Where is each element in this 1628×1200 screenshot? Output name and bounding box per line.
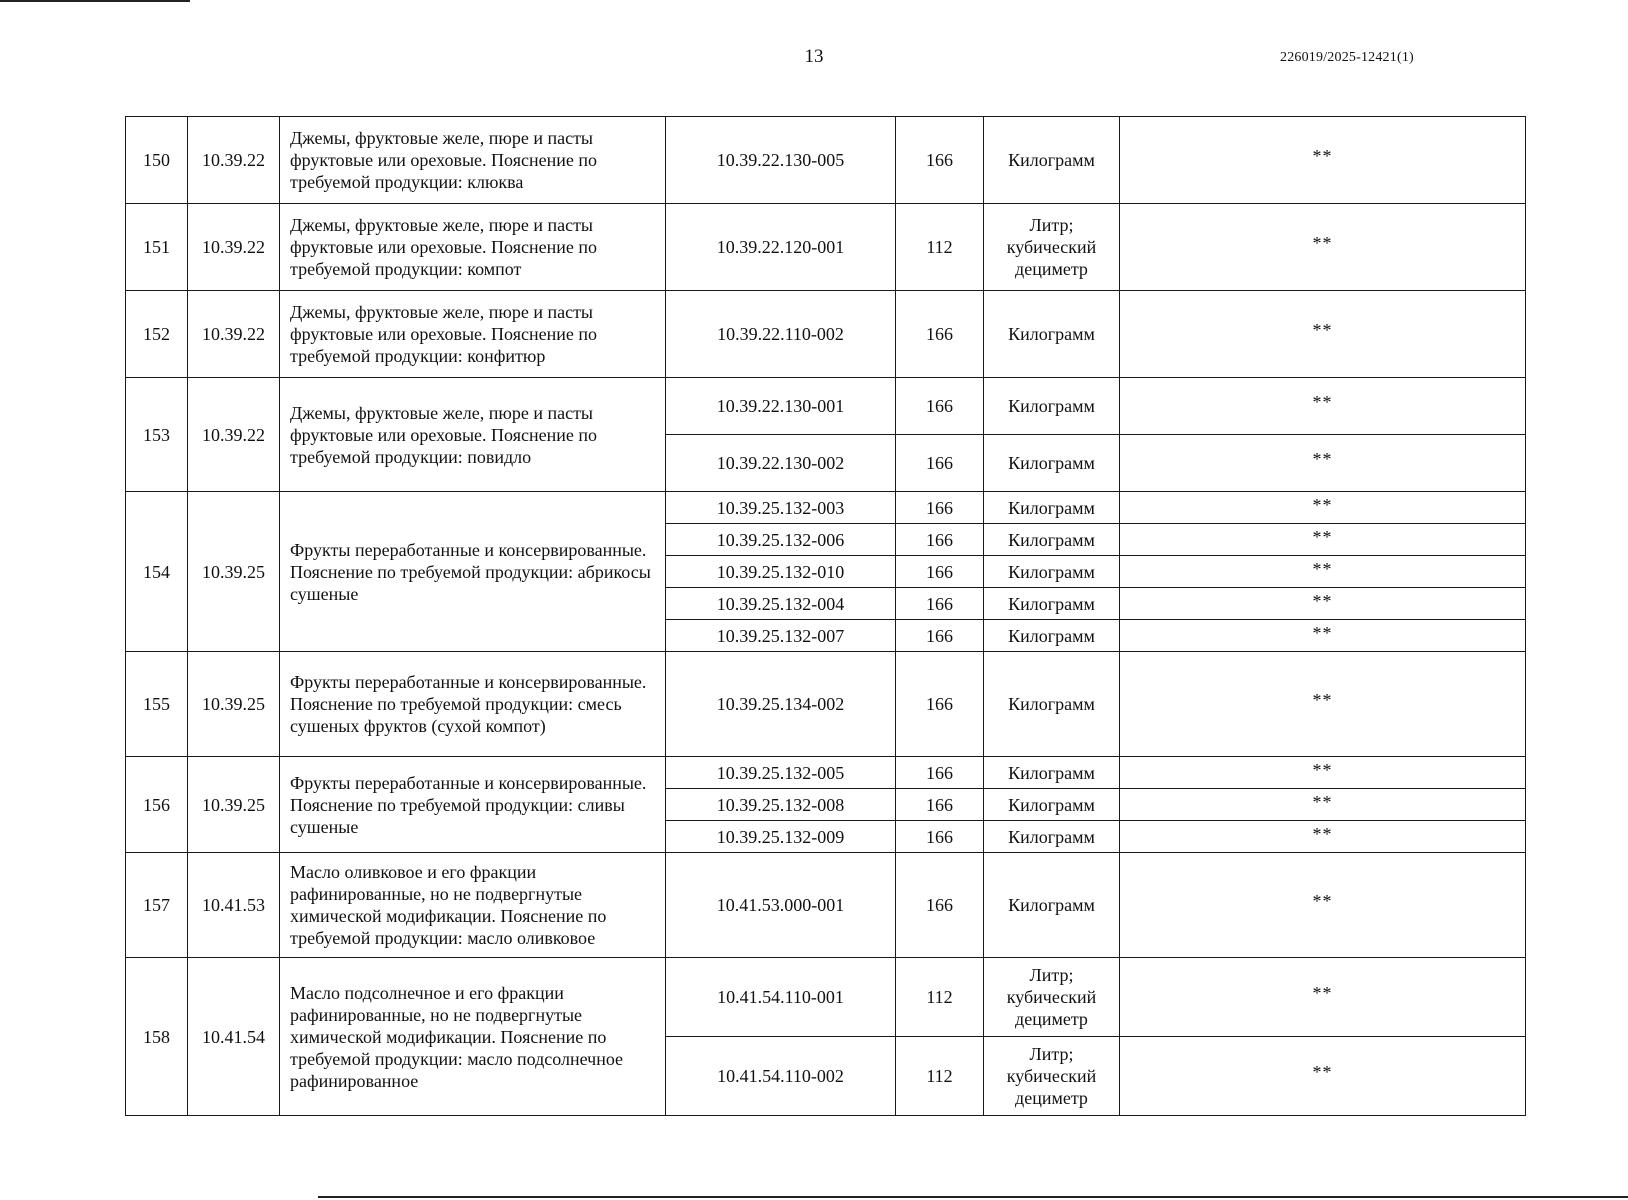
- unit-name: Литр; кубический дециметр: [984, 958, 1120, 1037]
- product-description: Джемы, фруктовые желе, пюре и пасты фруктовые или ореховые. Пояснение по требуемой продукции: компот: [280, 204, 666, 291]
- okei-code: 112: [896, 958, 984, 1037]
- row-number: 155: [126, 652, 188, 757]
- note-marker: **: [1120, 117, 1526, 204]
- note-marker: **: [1120, 204, 1526, 291]
- note-marker: **: [1120, 556, 1526, 588]
- product-description: Джемы, фруктовые желе, пюре и пасты фруктовые или ореховые. Пояснение по требуемой продукции: повидло: [280, 378, 666, 492]
- unit-name: Килограмм: [984, 757, 1120, 789]
- okei-code: 166: [896, 853, 984, 958]
- product-description: Джемы, фруктовые желе, пюре и пасты фруктовые или ореховые. Пояснение по требуемой продукции: клюква: [280, 117, 666, 204]
- note-marker: **: [1120, 652, 1526, 757]
- note-marker: **: [1120, 378, 1526, 435]
- okei-code: 166: [896, 524, 984, 556]
- page-number: 13: [804, 46, 824, 67]
- table-row: [126, 378, 1526, 435]
- unit-name: Килограмм: [984, 378, 1120, 435]
- okei-code: 166: [896, 821, 984, 853]
- ktru-code: 10.39.25.134-002: [666, 652, 896, 757]
- ktru-code: 10.39.22.130-001: [666, 378, 896, 435]
- note-marker: **: [1120, 853, 1526, 958]
- unit-name: Килограмм: [984, 435, 1120, 492]
- okpd-code: 10.39.25: [188, 652, 280, 757]
- unit-name: Килограмм: [984, 652, 1120, 757]
- product-description: Фрукты переработанные и консервированные. Пояснение по требуемой продукции: сливы сушеные: [280, 757, 666, 853]
- ktru-code: 10.39.22.130-002: [666, 435, 896, 492]
- table-row: [126, 853, 1526, 958]
- row-number: 157: [126, 853, 188, 958]
- ktru-code: 10.39.25.132-010: [666, 556, 896, 588]
- row-number: 150: [126, 117, 188, 204]
- note-marker: **: [1120, 757, 1526, 789]
- table-row: [126, 204, 1526, 291]
- unit-name: Килограмм: [984, 821, 1120, 853]
- okei-code: 166: [896, 652, 984, 757]
- product-description: Масло подсолнечное и его фракции рафинированные, но не подвергнутые химической модификации. Пояснение по требуемой продукции: масло подсолнечное рафинированное: [280, 958, 666, 1116]
- ktru-code: 10.41.53.000-001: [666, 853, 896, 958]
- note-marker: **: [1120, 1037, 1526, 1116]
- okpd-code: 10.41.54: [188, 958, 280, 1116]
- note-marker: **: [1120, 958, 1526, 1037]
- scan-edge-bottom: [318, 1196, 1628, 1198]
- product-description: Масло оливковое и его фракции рафинированные, но не подвергнутые химической модификации. Пояснение по требуемой продукции: масло оливковое: [280, 853, 666, 958]
- ktru-code: 10.39.25.132-009: [666, 821, 896, 853]
- unit-name: Килограмм: [984, 620, 1120, 652]
- ktru-code: 10.39.25.132-006: [666, 524, 896, 556]
- scan-edge-top: [0, 0, 190, 2]
- okpd-code: 10.39.25: [188, 492, 280, 652]
- unit-name: Килограмм: [984, 789, 1120, 821]
- unit-name: Килограмм: [984, 524, 1120, 556]
- ktru-code: 10.39.25.132-008: [666, 789, 896, 821]
- okpd-code: 10.39.25: [188, 757, 280, 853]
- ktru-code: 10.39.22.120-001: [666, 204, 896, 291]
- okei-code: 166: [896, 378, 984, 435]
- ktru-code: 10.41.54.110-001: [666, 958, 896, 1037]
- okei-code: 166: [896, 492, 984, 524]
- note-marker: **: [1120, 821, 1526, 853]
- note-marker: **: [1120, 291, 1526, 378]
- okpd-code: 10.39.22: [188, 117, 280, 204]
- row-number: 156: [126, 757, 188, 853]
- table-row: [126, 652, 1526, 757]
- okei-code: 166: [896, 556, 984, 588]
- ktru-code: 10.39.22.110-002: [666, 291, 896, 378]
- note-marker: **: [1120, 620, 1526, 652]
- note-marker: **: [1120, 524, 1526, 556]
- ktru-code: 10.39.22.130-005: [666, 117, 896, 204]
- ktru-code: 10.39.25.132-004: [666, 588, 896, 620]
- note-marker: **: [1120, 789, 1526, 821]
- product-description: Фрукты переработанные и консервированные. Пояснение по требуемой продукции: смесь сушеных фруктов (сухой компот): [280, 652, 666, 757]
- note-marker: **: [1120, 588, 1526, 620]
- okei-code: 166: [896, 757, 984, 789]
- okei-code: 166: [896, 789, 984, 821]
- okei-code: 166: [896, 620, 984, 652]
- unit-name: Килограмм: [984, 556, 1120, 588]
- okei-code: 166: [896, 291, 984, 378]
- table-row: [126, 117, 1526, 204]
- table-row: [126, 291, 1526, 378]
- ktru-code: 10.39.25.132-007: [666, 620, 896, 652]
- products-table-body: [126, 117, 1526, 1116]
- ktru-code: 10.39.25.132-005: [666, 757, 896, 789]
- okpd-code: 10.39.22: [188, 378, 280, 492]
- table-row: [126, 958, 1526, 1037]
- note-marker: **: [1120, 492, 1526, 524]
- unit-name: Килограмм: [984, 291, 1120, 378]
- ktru-code: 10.39.25.132-003: [666, 492, 896, 524]
- okei-code: 166: [896, 588, 984, 620]
- table-row: [126, 492, 1526, 524]
- ktru-code: 10.41.54.110-002: [666, 1037, 896, 1116]
- unit-name: Литр; кубический дециметр: [984, 204, 1120, 291]
- row-number: 154: [126, 492, 188, 652]
- unit-name: Килограмм: [984, 853, 1120, 958]
- row-number: 152: [126, 291, 188, 378]
- okei-code: 112: [896, 1037, 984, 1116]
- unit-name: Килограмм: [984, 588, 1120, 620]
- okei-code: 166: [896, 117, 984, 204]
- okpd-code: 10.41.53: [188, 853, 280, 958]
- product-description: Фрукты переработанные и консервированные. Пояснение по требуемой продукции: абрикосы сушеные: [280, 492, 666, 652]
- row-number: 153: [126, 378, 188, 492]
- okpd-code: 10.39.22: [188, 204, 280, 291]
- note-marker: **: [1120, 435, 1526, 492]
- row-number: 151: [126, 204, 188, 291]
- products-table: [125, 116, 1526, 1116]
- row-number: 158: [126, 958, 188, 1116]
- unit-name: Литр; кубический дециметр: [984, 1037, 1120, 1116]
- okei-code: 112: [896, 204, 984, 291]
- product-description: Джемы, фруктовые желе, пюре и пасты фруктовые или ореховые. Пояснение по требуемой продукции: конфитюр: [280, 291, 666, 378]
- okpd-code: 10.39.22: [188, 291, 280, 378]
- okei-code: 166: [896, 435, 984, 492]
- table-row: [126, 757, 1526, 789]
- unit-name: Килограмм: [984, 117, 1120, 204]
- document-id: 226019/2025-12421(1): [1280, 50, 1414, 65]
- unit-name: Килограмм: [984, 492, 1120, 524]
